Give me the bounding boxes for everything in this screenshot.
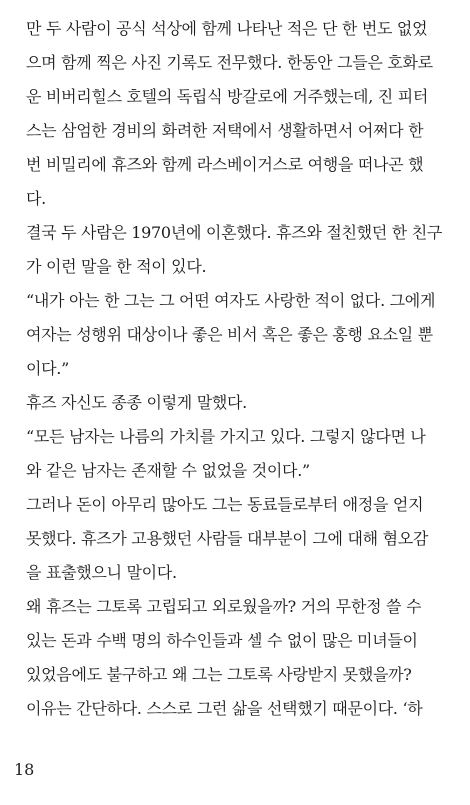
text-line: 있었음에도 불구하고 왜 그는 그토록 사랑받지 못했을까?: [26, 665, 412, 684]
text-line: 결국 두 사람은 1970년에 이혼했다. 휴즈와 절친했던 한 친구: [26, 223, 443, 242]
text-line: 휴즈 자신도 종종 이렇게 말했다.: [26, 393, 247, 412]
page-number: 18: [14, 760, 35, 779]
text-line: 못했다. 휴즈가 고용했던 사람들 대부분이 그에 대해 혐오감: [26, 529, 429, 548]
text-line: 그러나 돈이 아무리 많아도 그는 동료들로부터 애정을 얻지: [26, 495, 424, 514]
text-line: 을 표출했으니 말이다.: [26, 563, 177, 582]
text-line: 만 두 사람이 공식 석상에 함께 나타난 적은 단 한 번도 없었: [26, 19, 428, 38]
text-line: 가 이런 말을 한 적이 있다.: [26, 257, 207, 276]
text-line: 여자는 성행위 대상이나 좋은 비서 혹은 좋은 홍행 요소일 뿐: [26, 325, 433, 344]
text-line: 와 같은 남자는 존재할 수 없었을 것이다.”: [26, 461, 310, 480]
text-line: 이다.”: [26, 359, 69, 378]
text-line: “내가 아는 한 그는 그 어떤 여자도 사랑한 적이 없다. 그에게: [26, 291, 436, 310]
text-line: 왜 휴즈는 그토록 고립되고 외로웠을까? 거의 무한정 쓸 수: [26, 597, 422, 616]
text-line: “모든 남자는 나름의 가치를 가지고 있다. 그렇지 않다면 나: [26, 427, 426, 446]
text-line: 으며 함께 찍은 사진 기록도 전무했다. 한동안 그들은 호화로: [26, 53, 433, 72]
text-line: 있는 돈과 수백 명의 하수인들과 셀 수 없이 많은 미녀들이: [26, 631, 418, 650]
text-line: 다.: [26, 189, 46, 208]
text-line: 이유는 간단하다. 스스로 그런 삶을 선택했기 때문이다. ‘하: [26, 699, 423, 718]
text-line: 스는 삼엄한 경비의 화려한 저택에서 생활하면서 어쩌다 한: [26, 121, 424, 140]
text-line: 운 비버리힐스 호텔의 독립식 방갈로에 거주했는데, 진 피터: [26, 87, 429, 106]
text-line: 번 비밀리에 휴즈와 함께 라스베이거스로 여행을 떠나곤 했: [26, 155, 424, 174]
body-text: [26, 12, 450, 726]
